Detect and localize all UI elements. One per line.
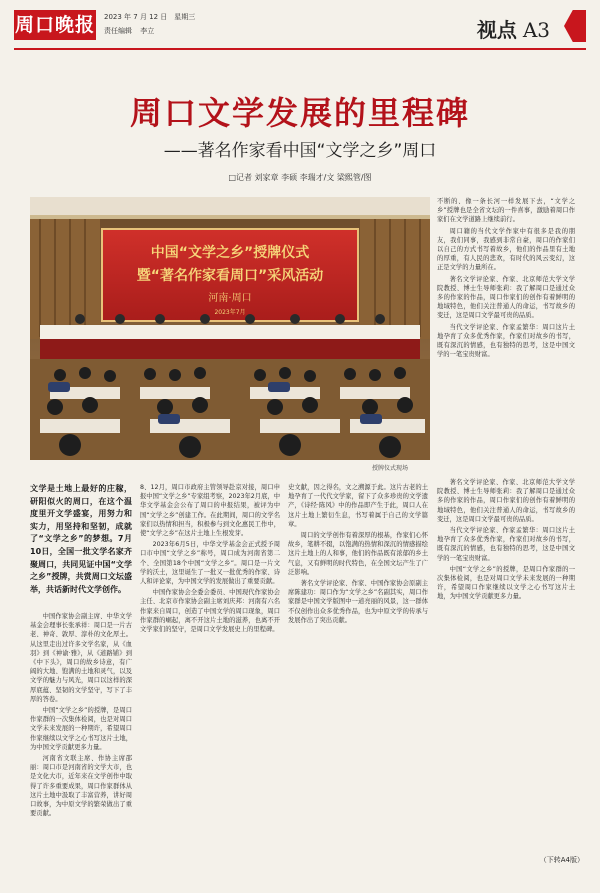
ceremony-photo-illustration <box>30 197 430 460</box>
paragraph: 中国“文学之乡”的授牌，是周口作家群的一次集体检阅，也是对周口文学未来发展的一种期许，希望周口作家继续以文学之心书写这片土地，为中国文学贡献更多力量。 <box>437 565 575 601</box>
editor-name: 李立 <box>140 27 155 35</box>
paragraph: 著名文学评论家、作家、北京师范大学文学院教授、博士生导师张莉：我了解周口是通过众多的作家的作品，周口作家们的创作有着鲜明的地域特色，他们关注普通人的命运，书写故乡的变迁，这是周口文学最可贵的品质。 <box>437 479 575 523</box>
paragraph: 河南省文联主席、作协主席邵丽：周口市是河南省的文学大市，也是文化大市，近年来在文学创作中取得了许多重要成果，周口作家群体从这片土地中汲取了丰富营养，讲好周口故事，为中原文学的繁荣做出了重要贡献。 <box>30 755 132 818</box>
continued-on-page: （下转A4版） <box>539 856 584 864</box>
text-column-3 <box>288 483 428 874</box>
ceremony-photo <box>30 197 430 460</box>
article-byline: □记者 刘家章 李硕 李瑞才/文 梁熙管/图 <box>228 173 372 182</box>
paragraph: 著名文学评论家、作家、北京师范大学文学院教授、博士生导师张莉：我了解周口是通过众多的作家的作品，周口作家们的创作有着鲜明的地域特色，他们关注普通人的命运，书写故乡的变迁，这是周口文学最可贵的品质。 <box>437 275 575 320</box>
section-name: 视点 <box>476 18 517 42</box>
paragraph: 中国“文学之乡”的授牌，是周口作家群的一次集体检阅，也是对周口文学未来发展的一种期许，希望周口作家继续以文学之心书写这片土地，为中国文学贡献更多力量。 <box>30 707 132 751</box>
paragraph: 著名文学评论家、作家、中国作家协会原副主席陈建功：周口作为“文学之乡”名副其实，周口作家群是中国文学版图中一道亮丽的风景，这一群体不仅创作出众多优秀作品，也为中原文学的传承与发展作出了突出贡献。 <box>288 580 428 624</box>
paragraph: 史文献，因之得名，文之溯源于此。这片古老的土地孕育了一代代文学家，留下了众多珍贵的文学遗产，《诗经·陈风》中的作品即产生于此，周口人在这片土地上繁衍生息，书写着属于自己的文学篇章。 <box>288 484 428 528</box>
text-column-1 <box>30 612 132 874</box>
photo-caption: 授牌仪式现场 <box>372 465 409 472</box>
paragraph: 周口的文学创作有着深厚的根基，作家们心怀故乡，笔耕不辍，以饱满的热情和深沉的情感描绘这片土地上的人和事，他们的作品既有浓郁的乡土气息，又有鲜明的时代特色，在全国文坛产生了广泛影响。 <box>288 532 428 576</box>
editor-label: 责任编辑 <box>104 27 132 35</box>
article-subhead: ——著名作家看中国“文学之乡”周口 <box>163 141 437 161</box>
section-label <box>477 14 550 43</box>
corner-tab-icon <box>564 10 586 42</box>
paragraph: 中国作家协会全委会委员、中国现代作家协会主任、北京市作家协会副主席刘庆邦：河南有六名作家来自周口，创造了中国文学的周口现象，周口作家群的崛起，离不开这片土地的滋养，也离不开文学家们的坚守，是周口文学发展史上的里程碑。 <box>140 589 280 634</box>
photo-banner-line2: 暨“著名作家看周口”采风活动 <box>136 268 324 284</box>
article-lede: 文学是土地上最好的庄稼，研阳似火的周口，在这个温度里开文学盛宴，用努力和实力，用坚持和坚韧，成就了“文学之乡”的梦想。7月10日，全国一批文学名家齐聚周口，共同见证中国“文学之乡”授牌，共赏周口文坛盛举，共话新时代文学创作。 <box>30 484 132 594</box>
page-number: A3 <box>522 18 550 42</box>
paragraph: 2023年6月5日，中华文学基金会正式授予周口市中国“文学之乡”称号，周口成为河南省第二个、全国第18个中国“文学之乡”。周口是一片文学的沃土，这里诞生了一批又一批优秀的作家、诗人和评论家，为中国文学的发展做出了重要贡献。 <box>140 541 280 586</box>
photo-banner-date: 2023年7月 <box>214 309 246 316</box>
paragraph: 不断的、像一条长河一样发展下去，“文学之乡”授牌也是全省文坛的一件喜事，激励着周口作家们在文学道路上继续前行。 <box>437 198 575 224</box>
article-headline: 周口文学发展的里程碑 <box>129 94 470 132</box>
issue-date: 2023 年 7 月 12 日 星期三 <box>104 13 196 21</box>
text-column-2 <box>140 483 280 874</box>
paragraph: 当代文学评论家、作家孟繁华：周口这片土地孕育了众多优秀作家，作家们对故乡的书写，既有深沉的情感，也有独特的思考，这是中国文学的一笔宝贵财富。 <box>437 323 575 359</box>
paragraph: 中国作家协会副主席、中华文学基金会理事长张承祥：周口是一片古老、神奇、敦厚、淳朴的文化厚土。从这里走出过许多文学名家，从《血羽》到《神谕·雅》，从《道路铺》到《中下头》，周口的故乡诗意，有广阔的大地、饱满的土地和灵气，以及文学的魅力与风光，周口以这样的深厚底蕴、坚韧的文学坚守，写下了丰厚的答卷。 <box>30 613 132 703</box>
paragraph: 8、12月，周口市政府主管领导赴京对接，周口申报中国“文学之乡”专家组考察，2023年2月底，中华文学基金会公布了周口的申报结果，被评为中国“文学之乡”创建工作。在此期间，周口的文学名家们以热情和担当，积极参与到文化惠民工作中，使“文学之乡”在这片土地上生根发芽。 <box>140 484 280 538</box>
text-column-5 <box>437 478 575 864</box>
newspaper-logo: 周口晚报 <box>14 10 96 40</box>
paragraph: 周口籍的当代文学作家中有很多是我的朋友，我们同事，我感到非常自豪，周口的作家们以自己的方式书写着故乡，他们的作品里有土地的厚重，有人民的悲欢，有时代的风云变幻，这正是文学的力量所在。 <box>437 227 575 272</box>
masthead <box>14 8 586 56</box>
paragraph: 当代文学评论家、作家孟繁华：周口这片土地孕育了众多优秀作家，作家们对故乡的书写，既有深沉的情感，也有独特的思考，这是中国文学的一笔宝贵财富。 <box>437 527 575 562</box>
editor-line <box>104 26 160 36</box>
photo-banner-line3: 河南·周口 <box>208 293 252 304</box>
photo-banner-line1: 中国“文学之乡”授牌仪式 <box>150 245 310 261</box>
masthead-divider <box>14 48 586 50</box>
text-column-4 <box>437 197 575 469</box>
